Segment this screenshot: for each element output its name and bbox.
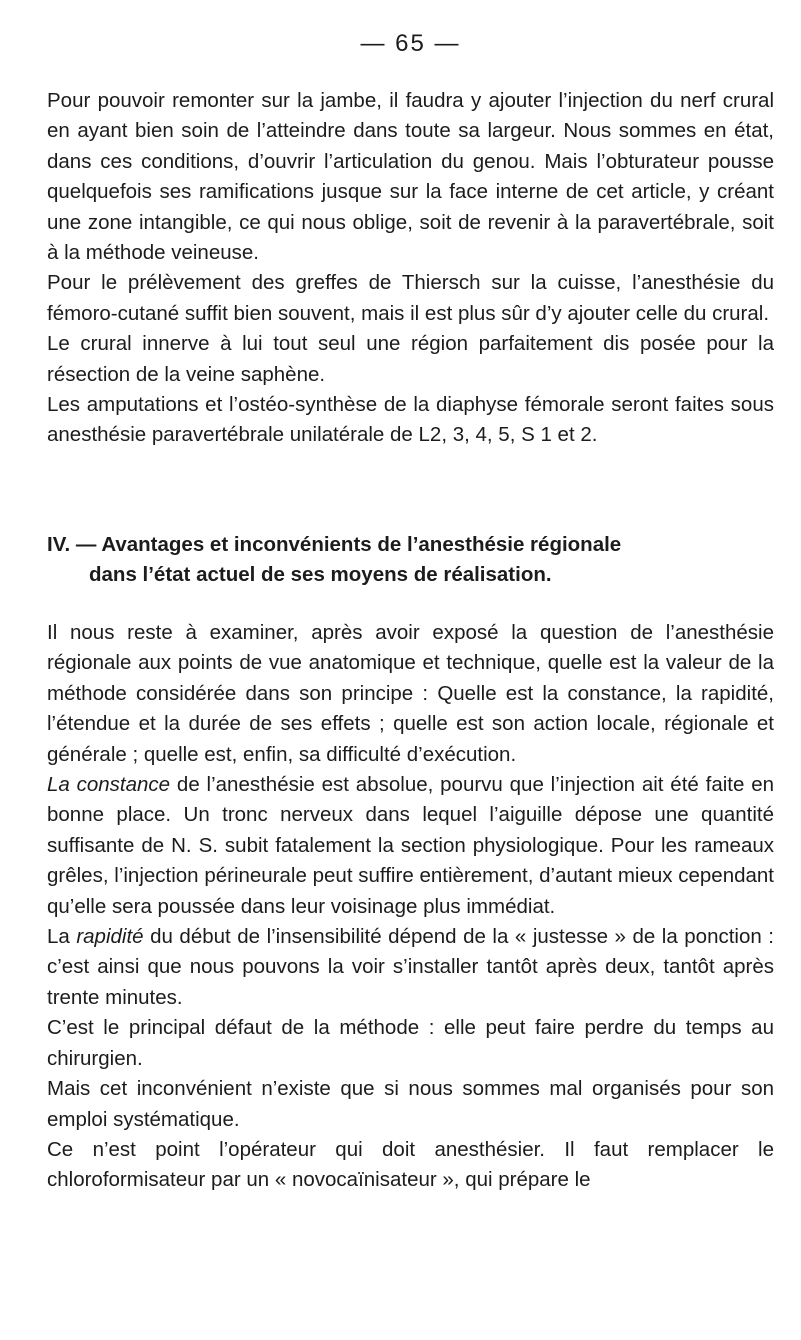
- section-body-2: [47, 618, 774, 1196]
- paragraph: [47, 770, 774, 922]
- section-heading: [47, 530, 774, 591]
- section-heading-line1: IV. — Avantages et inconvénients de l’anesthésie régionale: [47, 533, 622, 556]
- paragraph: C’est le principal défaut de la méthode : elle peut faire perdre du temps au chirurgien.: [47, 1016, 774, 1070]
- emphasis: La constance: [47, 773, 171, 797]
- paragraph-text: du début de l’insensibilité dépend de la « justesse » de la ponction : c’est ainsi que nous pouvons la voir s’installer tantôt après deux, tantôt après trente minutes.: [47, 925, 774, 1009]
- paragraph: Mais cet inconvénient n’existe que si nous sommes mal organisés pour son emploi systématique.: [47, 1077, 774, 1131]
- section-heading-line2: dans l’état actuel de ses moyens de réalisation.: [89, 563, 552, 587]
- section-body-1: [47, 86, 774, 451]
- paragraph: Il nous reste à examiner, après avoir exposé la question de l’anesthésie régionale aux points de vue anatomique et technique, quelle est la valeur de la méthode considérée dans son principe : Quelle est la constance, la rapidité, l’étendue et la durée de ses effets ; quelle est son action locale, régionale et générale ; quelle est, enfin, sa difficulté d’exécution.: [47, 621, 774, 766]
- paragraph: Ce n’est point l’opérateur qui doit anesthésier. Il faut remplacer le chloroformisateur par un « novocaïnisateur », qui prépare le: [47, 1137, 774, 1192]
- paragraph: Les amputations et l’ostéo-synthèse de la diaphyse fémorale seront faites sous anesthésie paravertébrale unilatérale de L2, 3, 4, 5, S 1 et 2.: [47, 393, 774, 447]
- emphasis: rapidité: [76, 925, 144, 949]
- page-number: — 65 —: [360, 30, 461, 57]
- paragraph: [47, 922, 774, 1013]
- paragraph-text: La: [47, 925, 77, 949]
- paragraph: Pour le prélèvement des greffes de Thiersch sur la cuisse, l’anesthésie du fémoro-cutané suffit bien souvent, mais il est plus sûr d’y ajouter celle du crural.: [47, 271, 774, 325]
- paragraph: Le crural innerve à lui tout seul une région parfaitement dis posée pour la résection de la veine saphène.: [47, 332, 774, 386]
- paragraph: Pour pouvoir remonter sur la jambe, il faudra y ajouter l’injection du nerf crural en ayant bien soin de l’atteindre dans toute sa largeur. Nous sommes en état, dans ces conditions, d’ouvrir l’articulation du genou. Mais l’obturateur pousse quelquefois ses ramifications jusque sur la face interne de cet article, y créant une zone intangible, ce qui nous oblige, soit de revenir à la paravertébrale, soit à la méthode veineuse.: [47, 89, 774, 265]
- paragraph-text: de l’anesthésie est absolue, pourvu que l’injection ait été faite en bonne place. Un tronc nerveux dans lequel l’aiguille dépose une quantité suffisante de N. S. subit fatalement la section physiologique. Pour les rameaux grêles, l’injection périneurale peut suffire entièrement, d’autant mieux cependant qu’elle sera poussée dans leur voisinage plus immédiat.: [47, 773, 775, 918]
